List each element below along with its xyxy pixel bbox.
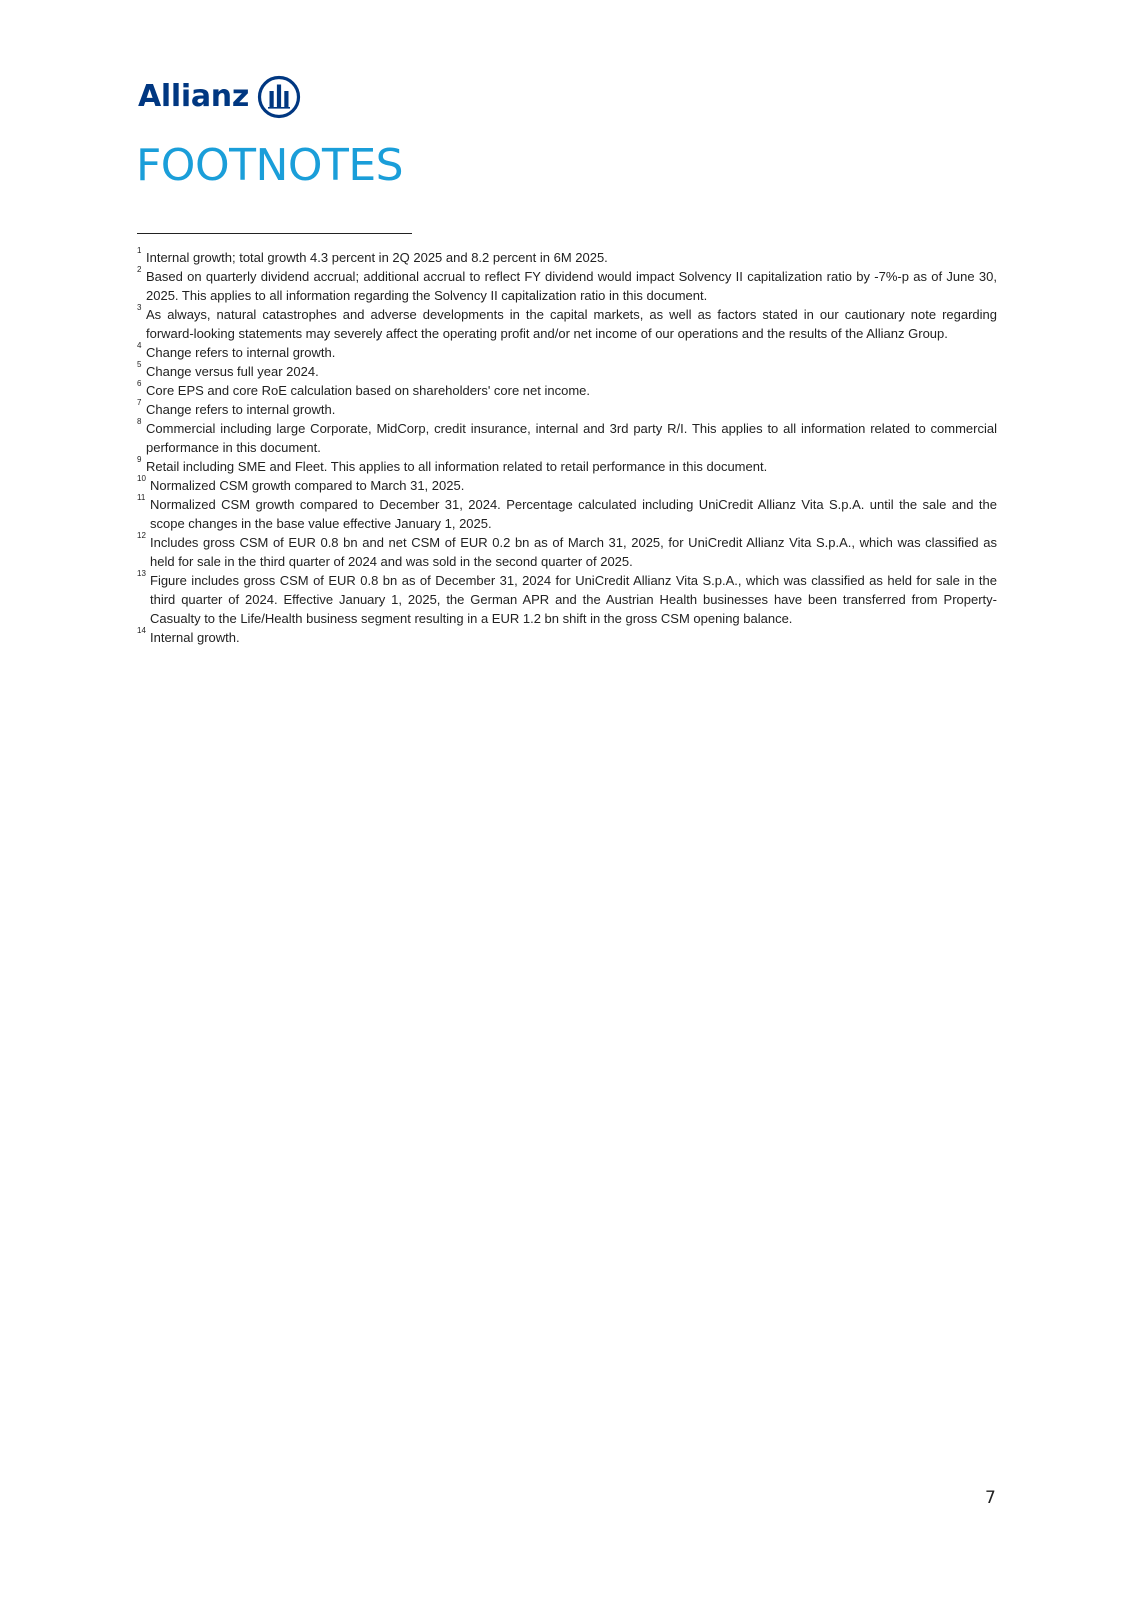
footnote-item xyxy=(137,476,997,495)
footnote-number: 9 xyxy=(137,455,142,464)
footnote-text: Figure includes gross CSM of EUR 0.8 bn as of December 31, 2024 for UniCredit Allianz Vita S.p.A., which was classified as held for sale in the third quarter of 2024. Effective January 1, 2025, the German APR and the Austrian Health businesses have been transferred from Property-Casualty to the Life/Health business segment resulting in a EUR 1.2 bn shift in the gross CSM opening balance. xyxy=(150,573,997,626)
footnote-number: 1 xyxy=(137,246,142,255)
footnote-text: Core EPS and core RoE calculation based on shareholders' core net income. xyxy=(146,383,591,398)
footnote-item xyxy=(137,457,997,476)
footnote-text: Includes gross CSM of EUR 0.8 bn and net CSM of EUR 0.2 bn as of March 31, 2025, for UniCredit Allianz Vita S.p.A., which was classified as held for sale in the third quarter of 2024 and was sold in the second quarter of 2025. xyxy=(150,535,997,569)
footnote-item xyxy=(137,305,997,343)
footnote-number: 11 xyxy=(137,493,146,502)
logo-wordmark: Allianz xyxy=(138,79,250,114)
footnote-item xyxy=(137,419,997,457)
footnote-number: 12 xyxy=(137,531,146,540)
footnote-number: 6 xyxy=(137,379,142,388)
footnote-number: 14 xyxy=(137,626,146,635)
footnote-text: Change refers to internal growth. xyxy=(146,402,336,417)
footnote-number: 8 xyxy=(137,417,142,426)
footnote-number: 2 xyxy=(137,265,142,274)
footnote-number: 13 xyxy=(137,569,146,578)
footnote-text: Normalized CSM growth compared to December 31, 2024. Percentage calculated including UniCredit Allianz Vita S.p.A. until the sale and the scope changes in the base value effective January 1, 2025. xyxy=(150,497,997,531)
footnote-text: Internal growth; total growth 4.3 percent in 2Q 2025 and 8.2 percent in 6M 2025. xyxy=(146,250,608,265)
footnote-number: 10 xyxy=(137,474,146,483)
footnote-number: 5 xyxy=(137,360,142,369)
footnote-item xyxy=(137,533,997,571)
footnote-text: Internal growth. xyxy=(150,630,240,645)
footnote-text: Change refers to internal growth. xyxy=(146,345,336,360)
footnote-item xyxy=(137,362,997,381)
footnote-number: 7 xyxy=(137,398,142,407)
footnote-text: Based on quarterly dividend accrual; additional accrual to reflect FY dividend would impact Solvency II capitalization ratio by -7%-p as of June 30, 2025. This applies to all information regarding the Solvency II capitalization ratio in this document. xyxy=(146,269,997,303)
page-number: 7 xyxy=(985,1488,996,1508)
footnote-item xyxy=(137,343,997,362)
footnote-separator xyxy=(137,233,412,234)
footnote-item xyxy=(137,381,997,400)
footnote-text: As always, natural catastrophes and adverse developments in the capital markets, as well as factors stated in our cautionary note regarding forward-looking statements may severely affect the operating profit and/or net income of our operations and the results of the Allianz Group. xyxy=(146,307,997,341)
page-title: FOOTNOTES xyxy=(136,140,404,191)
footnote-text: Normalized CSM growth compared to March 31, 2025. xyxy=(150,478,465,493)
footnote-item xyxy=(137,267,997,305)
footnote-number: 3 xyxy=(137,303,142,312)
allianz-eagle-pillars-icon xyxy=(257,75,301,119)
footnote-item xyxy=(137,628,997,647)
footnote-item xyxy=(137,495,997,533)
footnote-item xyxy=(137,400,997,419)
footnote-item xyxy=(137,248,997,267)
footnote-list xyxy=(137,248,997,647)
footnote-text: Retail including SME and Fleet. This applies to all information related to retail performance in this document. xyxy=(146,459,768,474)
footnote-text: Change versus full year 2024. xyxy=(146,364,319,379)
footnote-number: 4 xyxy=(137,341,142,350)
footnote-text: Commercial including large Corporate, MidCorp, credit insurance, internal and 3rd party R/I. This applies to all information related to commercial performance in this document. xyxy=(146,421,997,455)
footnote-item xyxy=(137,571,997,628)
allianz-logo xyxy=(138,74,301,120)
